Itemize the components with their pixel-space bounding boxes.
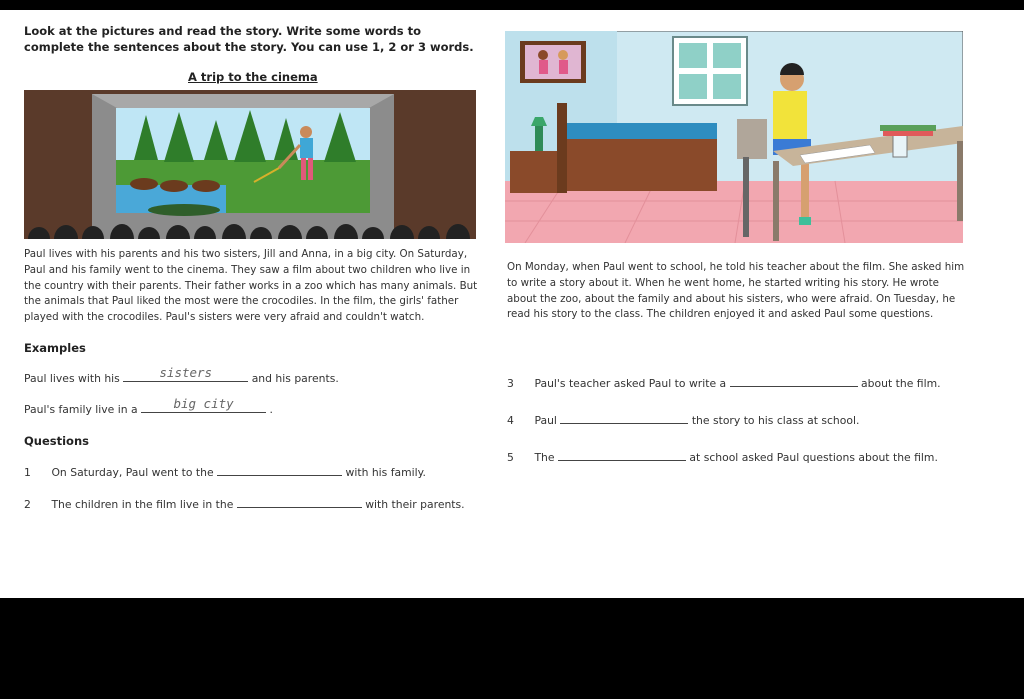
question-3-prefix: Paul's teacher asked Paul to write a	[534, 377, 727, 390]
question-3-answer-field[interactable]	[730, 377, 858, 387]
questions-heading: Questions	[24, 434, 89, 448]
question-2	[24, 498, 465, 511]
story-title: A trip to the cinema	[188, 70, 318, 84]
question-2-prefix: The children in the film live in the	[51, 498, 234, 511]
example-2-answer: big city	[173, 396, 234, 411]
question-2-number: 2	[24, 498, 31, 511]
question-5-answer-field[interactable]	[558, 451, 686, 461]
question-4-suffix: the story to his class at school.	[691, 414, 860, 427]
bedroom-illustration	[505, 31, 963, 243]
question-5-prefix: The	[534, 451, 555, 464]
example-2-suffix: .	[269, 403, 273, 416]
question-1-suffix: with his family.	[345, 466, 426, 479]
example-1-answer-line	[123, 365, 248, 382]
question-3-suffix: about the film.	[861, 377, 941, 390]
question-1	[24, 466, 426, 479]
example-2-answer-line	[141, 396, 266, 413]
question-4-number: 4	[507, 414, 514, 427]
example-1-prefix: Paul lives with his	[24, 372, 120, 385]
question-5-number: 5	[507, 451, 514, 464]
example-1	[24, 365, 339, 385]
example-2-prefix: Paul's family live in a	[24, 403, 138, 416]
story-paragraph-2: On Monday, when Paul went to school, he told his teacher about the film. She asked him to write a story about it. When he went home, he started writing his story. He wrote about the zoo, about the family and about his sisters, who were afraid. On Tuesday, he read his story to the class. The children enjoyed it and asked Paul some questions.	[507, 261, 965, 321]
question-4-prefix: Paul	[534, 414, 557, 427]
example-1-suffix: and his parents.	[251, 372, 339, 385]
question-2-answer-field[interactable]	[237, 498, 362, 508]
question-1-number: 1	[24, 466, 31, 479]
question-1-prefix: On Saturday, Paul went to the	[51, 466, 214, 479]
worksheet-page	[0, 10, 1024, 598]
question-4	[507, 414, 859, 427]
question-3-number: 3	[507, 377, 514, 390]
example-2	[24, 396, 273, 416]
question-1-answer-field[interactable]	[217, 466, 342, 476]
example-1-answer: sisters	[159, 365, 213, 380]
story-paragraph-1: Paul lives with his parents and his two sisters, Jill and Anna, in a big city. On Saturday, Paul and his family went to the cinema. They saw a film about two children who live in the country with their parents. Their father works in a zoo which has many animals. But the animals that Paul liked the most were the crocodiles. In the film, the girls' father played with the crocodiles. Paul's sisters were very afraid and couldn't watch.	[24, 248, 478, 324]
question-5	[507, 451, 938, 464]
question-2-suffix: with their parents.	[365, 498, 465, 511]
question-5-suffix: at school asked Paul questions about the film.	[689, 451, 938, 464]
question-3	[507, 377, 941, 390]
examples-heading: Examples	[24, 341, 86, 355]
cinema-illustration	[24, 90, 476, 239]
instructions: Look at the pictures and read the story. Write some words to complete the sentences about the story. You can use 1, 2 or 3 words.	[24, 24, 474, 54]
question-4-answer-field[interactable]	[560, 414, 688, 424]
